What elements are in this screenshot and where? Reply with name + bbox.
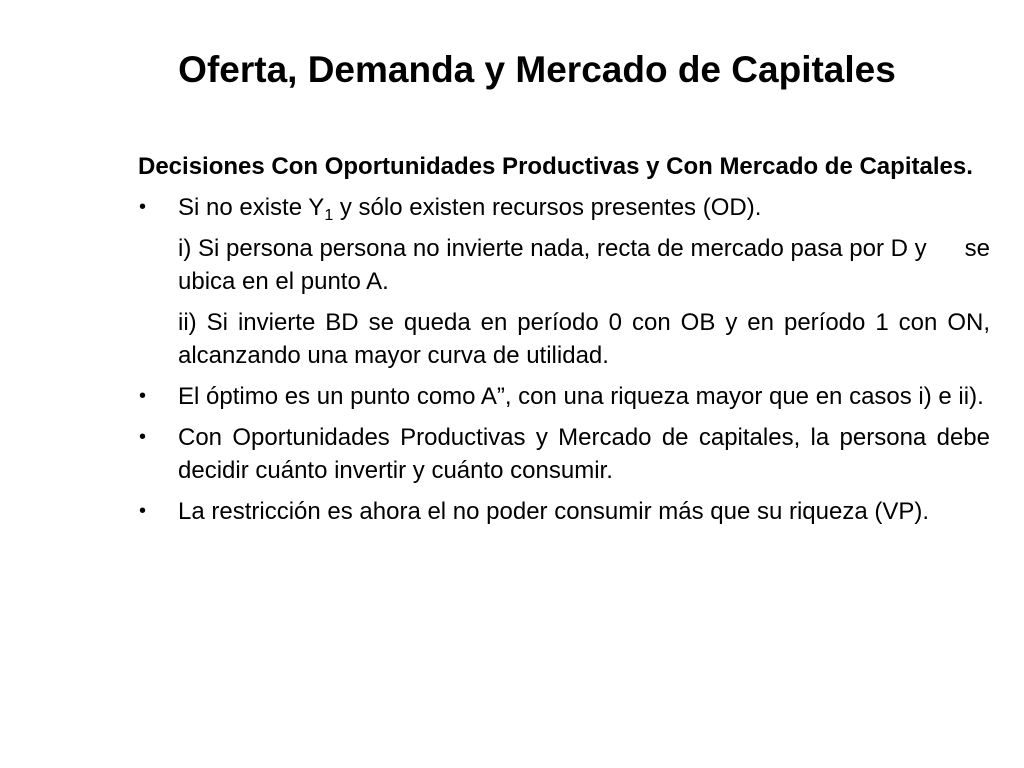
sub-item-i	[138, 232, 990, 298]
subscript: 1	[324, 207, 334, 224]
bullet-optimum	[138, 380, 990, 413]
bullet-marker: •	[139, 196, 147, 218]
sub-item-i-part2: se ubica en el punto A.	[178, 235, 990, 295]
bullet-text: El óptimo es un punto como A”, con una riqueza mayor que en casos i) e ii).	[178, 383, 984, 410]
bullet-marker: •	[139, 500, 147, 522]
bullet-text: Con Oportunidades Productivas y Mercado de capitales, la persona debe decidir cuánto invertir y cuánto consumir.	[178, 424, 990, 484]
sub-item-i-part1: i) Si persona persona no invierte nada, recta de mercado pasa por D y	[178, 235, 927, 262]
bullet-no-y1	[138, 191, 990, 224]
bullet-marker: •	[139, 426, 147, 448]
bullet-restriction	[138, 495, 990, 528]
bullet-text: La restricción es ahora el no poder consumir más que su riqueza (VP).	[178, 498, 930, 525]
bullet-text-part2: y sólo existen recursos presentes (OD).	[333, 194, 762, 221]
bullet-text-part1: Si no existe Y	[178, 194, 325, 221]
section-heading: Decisiones Con Oportunidades Productivas y Con Mercado de Capitales.	[138, 153, 973, 180]
bullet-marker: •	[139, 385, 147, 407]
bullet-productive-opportunities	[138, 421, 990, 487]
slide-body	[138, 150, 990, 536]
sub-item-ii: ii) Si invierte BD se queda en período 0 con OB y en período 1 con ON, alcanzando una mayor curva de utilidad.	[178, 309, 990, 369]
slide-title: Oferta, Demanda y Mercado de Capitales	[178, 49, 896, 90]
